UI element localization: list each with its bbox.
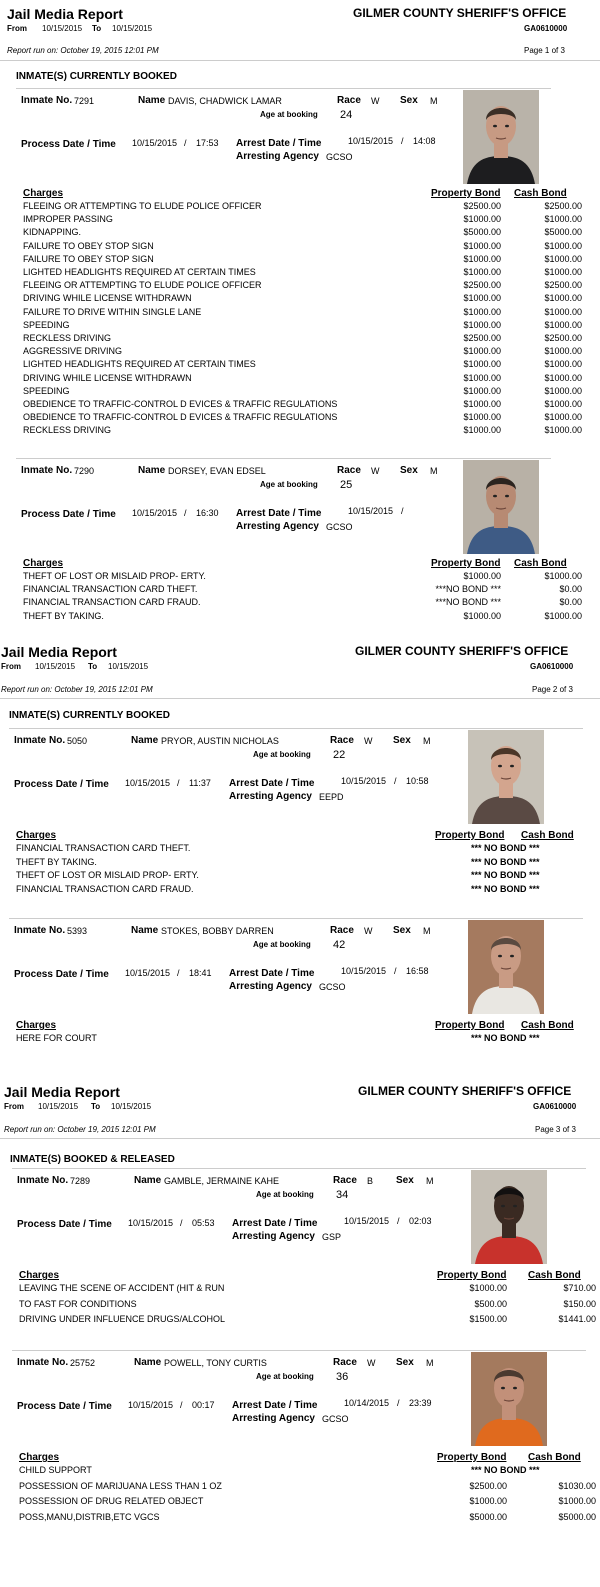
office-name: GILMER COUNTY SHERIFF'S OFFICE [358,1084,572,1098]
cash-bond-header: Cash Bond [521,830,574,841]
page-number: Page 2 of 3 [532,685,573,694]
property-bond-header: Property Bond [431,558,501,569]
slash: / [401,506,404,516]
charge-description: FAILURE TO DRIVE WITHIN SINGLE LANE [23,306,202,317]
property-bond-value: ***NO BOND *** [435,597,501,608]
cash-bond-value: $2500.00 [544,333,582,343]
process-time: 17:53 [196,138,219,148]
arresting-agency: GCSO [322,1414,349,1424]
arrest-label: Arrest Date / Time [229,778,315,789]
inmate-number: 7289 [70,1176,91,1186]
charge-description: DRIVING WHILE LICENSE WITHDRAWN [23,293,192,304]
process-date: 10/15/2015 [125,778,171,788]
race-label: Race [337,95,361,106]
from-label: From [1,662,21,671]
cash-bond-value: $1000.00 [544,425,582,436]
inmate-name: DORSEY, EVAN EDSEL [168,466,266,476]
from-date: 10/15/2015 [38,1102,79,1111]
divider [16,458,551,459]
inmate-record [0,920,600,1060]
slash: / [184,508,187,518]
agency-label: Arresting Agency [229,981,312,992]
charge-description: FAILURE TO OBEY STOP SIGN [23,253,154,264]
charge-description: POSSESSION OF MARIJUANA LESS THAN 1 OZ [19,1480,222,1491]
process-date: 10/15/2015 [132,138,178,148]
report-title: Jail Media Report [1,644,117,660]
mugshot-photo [471,1170,547,1264]
inmate-name: GAMBLE, JERMAINE KAHE [164,1176,280,1186]
inmate-number: 25752 [70,1358,96,1368]
property-bond-value: $2500.00 [469,1480,507,1491]
name-label: Name [134,1175,162,1186]
cash-bond-value: $1000.00 [558,1496,596,1506]
process-label: Process Date / Time [21,139,116,150]
property-bond-value: $5000.00 [469,1511,507,1522]
charge-description: POSS,MANU,DISTRIB,ETC VGCS [19,1511,160,1522]
to-label: To [88,662,98,671]
race-label: Race [333,1175,357,1186]
cash-bond-value: $1000.00 [544,372,582,383]
agency-label: Arresting Agency [236,521,319,532]
charge-description: FLEEING OR ATTEMPTING TO ELUDE POLICE OFFICER [23,201,262,211]
office-name: GILMER COUNTY SHERIFF'S OFFICE [353,6,567,20]
process-date: 10/15/2015 [125,968,171,978]
inmate-number: 7290 [74,466,95,476]
sex-value: M [426,1358,434,1368]
cash-bond-value: $1000.00 [544,240,582,251]
property-bond-header: Property Bond [435,830,505,841]
page-number: Page 3 of 3 [535,1125,576,1134]
slash: / [184,138,187,148]
no-bond-value: *** NO BOND *** [471,856,540,867]
inmate-name: DAVIS, CHADWICK LAMAR [168,96,282,106]
arrest-time: 10:58 [406,776,429,786]
property-bond-value: $1500.00 [469,1314,507,1324]
property-bond-header: Property Bond [437,1270,507,1281]
charge-description: HERE FOR COURT [16,1033,97,1043]
race-value: W [364,736,373,746]
run-on: Report run on: October 19, 2015 12:01 PM [4,1125,156,1134]
name-label: Name [138,95,166,106]
divider [0,1138,600,1139]
property-bond-value: $1000.00 [463,610,501,621]
no-bond-value: *** NO BOND *** [471,870,540,881]
cash-bond-value: $150.00 [563,1298,596,1309]
age-label: Age at booking [253,940,311,949]
cash-bond-value: $1000.00 [544,306,582,317]
charge-description: THEFT BY TAKING. [16,856,97,867]
no-bond-value: *** NO BOND *** [471,843,540,853]
sex-label: Sex [393,735,411,746]
office-name: GILMER COUNTY SHERIFF'S OFFICE [355,644,569,658]
divider [12,1168,586,1169]
report-page-2 [0,642,600,1082]
property-bond-value: $1000.00 [463,346,501,357]
charge-description: SPEEDING [23,319,70,330]
divider [0,60,600,61]
cash-bond-value: $1000.00 [544,385,582,396]
to-date: 10/15/2015 [111,1102,152,1111]
cash-bond-header: Cash Bond [514,558,567,569]
race-value: W [364,926,373,936]
cash-bond-value: $1000.00 [544,253,582,264]
from-date: 10/15/2015 [35,662,76,671]
charge-description: KIDNAPPING. [23,227,82,238]
mugshot-photo [463,90,539,184]
arrest-label: Arrest Date / Time [236,138,322,149]
slash: / [397,1216,400,1226]
run-on: Report run on: October 19, 2015 12:01 PM [1,685,153,694]
arrest-date: 10/15/2015 [341,776,387,786]
cash-bond-value: $710.00 [563,1283,596,1293]
inmate-no-label: Inmate No. [17,1175,69,1186]
charges-header: Charges [19,1270,60,1281]
agency-code: GA0610000 [530,662,574,671]
race-label: Race [330,735,354,746]
property-bond-header: Property Bond [435,1020,505,1031]
inmate-no-label: Inmate No. [14,925,66,936]
property-bond-value: $1000.00 [463,359,501,370]
property-bond-value: ***NO BOND *** [435,584,501,595]
no-bond-value: *** NO BOND *** [471,1033,540,1043]
charges-header: Charges [23,558,64,569]
cash-bond-value: $1000.00 [544,293,582,304]
charges-header: Charges [23,188,64,199]
property-bond-value: $1000.00 [463,372,501,383]
process-label: Process Date / Time [17,1219,112,1230]
charge-description: THEFT OF LOST OR MISLAID PROP- ERTY. [23,571,206,581]
section-heading: INMATE(S) CURRENTLY BOOKED [9,710,170,721]
property-bond-value: $2500.00 [463,280,501,291]
inmate-name: STOKES, BOBBY DARREN [161,926,274,936]
arrest-label: Arrest Date / Time [236,508,322,519]
charge-description: FINANCIAL TRANSACTION CARD FRAUD. [16,883,194,894]
cash-bond-header: Cash Bond [528,1270,581,1281]
property-bond-value: $2500.00 [463,333,501,343]
process-label: Process Date / Time [17,1401,112,1412]
sex-label: Sex [396,1357,414,1368]
arrest-label: Arrest Date / Time [229,968,315,979]
property-bond-value: $1000.00 [469,1496,507,1506]
report-title: Jail Media Report [7,6,123,22]
divider [16,88,551,89]
process-time: 18:41 [189,968,212,978]
mugshot-image [463,460,539,554]
inmate-number: 7291 [74,96,95,106]
charge-description: LIGHTED HEADLIGHTS REQUIRED AT CERTAIN TIMES [23,359,256,370]
agency-label: Arresting Agency [229,791,312,802]
property-bond-value: $1000.00 [463,214,501,225]
agency-code: GA0610000 [524,24,568,33]
arrest-date: 10/15/2015 [348,136,394,146]
process-label: Process Date / Time [14,969,109,980]
age-value: 36 [336,1371,349,1383]
arrest-label: Arrest Date / Time [232,1218,318,1229]
name-label: Name [131,925,159,936]
inmate-name: PRYOR, AUSTIN NICHOLAS [161,736,279,746]
property-bond-value: $1000.00 [469,1283,507,1293]
divider [0,698,600,699]
property-bond-value: $2500.00 [463,201,501,211]
arrest-date: 10/15/2015 [344,1216,390,1226]
arrest-time: 23:39 [409,1398,432,1408]
charge-description: FINANCIAL TRANSACTION CARD THEFT. [16,843,191,853]
charge-description: FINANCIAL TRANSACTION CARD FRAUD. [23,597,201,608]
no-bond-value: *** NO BOND *** [471,883,540,894]
process-date: 10/15/2015 [132,508,178,518]
sex-label: Sex [400,465,418,476]
to-label: To [91,1102,101,1111]
inmate-record [0,1352,600,1537]
inmate-record [0,460,600,630]
cash-bond-value: $1000.00 [544,571,582,581]
slash: / [394,966,397,976]
charge-description: DRIVING UNDER INFLUENCE DRUGS/ALCOHOL [19,1314,226,1324]
cash-bond-value: $1000.00 [544,359,582,370]
charge-description: FLEEING OR ATTEMPTING TO ELUDE POLICE OFFICER [23,280,262,291]
property-bond-value: $1000.00 [463,240,501,251]
inmate-record [0,1170,600,1340]
age-value: 22 [333,749,346,761]
divider [9,918,583,919]
mugshot-photo [463,460,539,554]
charges-header: Charges [19,1452,60,1463]
inmate-no-label: Inmate No. [14,735,66,746]
name-label: Name [138,465,166,476]
mugshot-photo [468,920,544,1014]
cash-bond-value: $1441.00 [558,1314,596,1324]
age-value: 42 [333,939,346,951]
sex-label: Sex [400,95,418,106]
to-date: 10/15/2015 [108,662,149,671]
sex-value: M [430,466,438,476]
arresting-agency: EEPD [319,792,344,802]
sex-value: M [426,1176,434,1186]
charge-description: OBEDIENCE TO TRAFFIC-CONTROL D EVICES & TRAFFIC REGULATIONS [23,412,338,423]
charge-description: RECKLESS DRIVING [23,333,112,343]
inmate-no-label: Inmate No. [21,465,73,476]
race-label: Race [333,1357,357,1368]
charge-description: FINANCIAL TRANSACTION CARD THEFT. [23,584,198,595]
slash: / [394,776,397,786]
divider [9,728,583,729]
race-label: Race [337,465,361,476]
age-label: Age at booking [260,110,318,119]
from-date: 10/15/2015 [42,24,83,33]
sex-label: Sex [396,1175,414,1186]
inmate-number: 5393 [67,926,88,936]
section-heading: INMATE(S) CURRENTLY BOOKED [16,71,177,82]
charges-header: Charges [16,1020,57,1031]
age-label: Age at booking [256,1372,314,1381]
property-bond-value: $5000.00 [463,227,501,238]
arresting-agency: GCSO [326,522,353,532]
arresting-agency: GSP [322,1232,342,1242]
arrest-date: 10/15/2015 [348,506,394,516]
charge-description: THEFT BY TAKING. [23,610,104,621]
property-bond-value: $1000.00 [463,425,501,436]
charges-header: Charges [16,830,57,841]
cash-bond-value: $5000.00 [544,227,582,238]
slash: / [401,136,404,146]
cash-bond-value: $1000.00 [544,214,582,225]
mugshot-image [468,730,544,824]
name-label: Name [131,735,159,746]
cash-bond-value: $1030.00 [558,1480,596,1491]
charge-description: SPEEDING [23,385,70,396]
cash-bond-value: $5000.00 [558,1511,596,1522]
report-page-3 [0,1082,600,1587]
age-label: Age at booking [253,750,311,759]
process-time: 05:53 [192,1218,215,1228]
slash: / [177,968,180,978]
property-bond-header: Property Bond [437,1452,507,1463]
charge-description: TO FAST FOR CONDITIONS [19,1298,137,1309]
mugshot-photo [468,730,544,824]
cash-bond-value: $2500.00 [544,201,582,211]
section-heading: INMATE(S) BOOKED & RELEASED [10,1154,175,1165]
property-bond-value: $1000.00 [463,253,501,264]
name-label: Name [134,1357,162,1368]
cash-bond-value: $1000.00 [544,267,582,277]
property-bond-value: $1000.00 [463,306,501,317]
race-label: Race [330,925,354,936]
arrest-time: 14:08 [413,136,436,146]
process-label: Process Date / Time [21,509,116,520]
race-value: W [371,96,380,106]
race-value: W [367,1358,376,1368]
divider [12,1350,586,1351]
cash-bond-value: $0.00 [559,584,582,595]
sex-value: M [430,96,438,106]
cash-bond-value: $1000.00 [544,399,582,409]
charge-description: DRIVING WHILE LICENSE WITHDRAWN [23,372,192,383]
cash-bond-value: $2500.00 [544,280,582,291]
arrest-label: Arrest Date / Time [232,1400,318,1411]
process-time: 16:30 [196,508,219,518]
arresting-agency: GCSO [326,152,353,162]
cash-bond-value: $1000.00 [544,346,582,357]
arresting-agency: GCSO [319,982,346,992]
charge-description: OBEDIENCE TO TRAFFIC-CONTROL D EVICES & TRAFFIC REGULATIONS [23,399,338,409]
sex-value: M [423,736,431,746]
process-date: 10/15/2015 [128,1400,174,1410]
arrest-time: 16:58 [406,966,429,976]
property-bond-value: $1000.00 [463,267,501,277]
from-label: From [4,1102,24,1111]
charge-description: AGGRESSIVE DRIVING [23,346,123,357]
age-label: Age at booking [256,1190,314,1199]
charge-description: RECKLESS DRIVING [23,425,112,436]
run-on: Report run on: October 19, 2015 12:01 PM [7,46,159,55]
mugshot-image [463,90,539,184]
arrest-time: 02:03 [409,1216,432,1226]
to-date: 10/15/2015 [112,24,153,33]
process-time: 00:17 [192,1400,215,1410]
mugshot-image [468,920,544,1014]
agency-label: Arresting Agency [232,1413,315,1424]
inmate-record [0,730,600,910]
cash-bond-header: Cash Bond [528,1452,581,1463]
inmate-no-label: Inmate No. [21,95,73,106]
process-time: 11:37 [189,778,211,788]
inmate-number: 5050 [67,736,88,746]
cash-bond-value: $0.00 [559,597,582,608]
report-title: Jail Media Report [4,1084,120,1100]
to-label: To [92,24,102,33]
agency-label: Arresting Agency [232,1231,315,1242]
mugshot-photo [471,1352,547,1446]
property-bond-value: $1000.00 [463,319,501,330]
agency-label: Arresting Agency [236,151,319,162]
cash-bond-header: Cash Bond [514,188,567,199]
slash: / [180,1400,183,1410]
property-bond-value: $1000.00 [463,571,501,581]
sex-label: Sex [393,925,411,936]
inmate-no-label: Inmate No. [17,1357,69,1368]
property-bond-value: $500.00 [474,1298,507,1309]
property-bond-value: $1000.00 [463,412,501,423]
page-number: Page 1 of 3 [524,46,565,55]
charge-description: LIGHTED HEADLIGHTS REQUIRED AT CERTAIN TIMES [23,267,256,277]
slash: / [397,1398,400,1408]
inmate-name: POWELL, TONY CURTIS [164,1358,267,1368]
charge-description: CHILD SUPPORT [19,1465,92,1475]
slash: / [180,1218,183,1228]
property-bond-value: $1000.00 [463,399,501,409]
age-value: 25 [340,479,353,491]
process-date: 10/15/2015 [128,1218,174,1228]
charge-description: LEAVING THE SCENE OF ACCIDENT (HIT & RUN [19,1283,225,1293]
age-value: 34 [336,1189,349,1201]
sex-value: M [423,926,431,936]
age-label: Age at booking [260,480,318,489]
charge-description: THEFT OF LOST OR MISLAID PROP- ERTY. [16,870,199,881]
report-page-1 [0,0,600,642]
charge-description: POSSESSION OF DRUG RELATED OBJECT [19,1496,204,1506]
process-label: Process Date / Time [14,779,109,790]
property-bond-header: Property Bond [431,188,501,199]
from-label: From [7,24,27,33]
inmate-record [0,90,600,450]
arrest-date: 10/14/2015 [344,1398,390,1408]
cash-bond-value: $1000.00 [544,319,582,330]
property-bond-value: $1000.00 [463,385,501,396]
cash-bond-value: $1000.00 [544,412,582,423]
mugshot-image [471,1352,547,1446]
no-bond-value: *** NO BOND *** [471,1465,540,1475]
race-value: B [367,1176,374,1186]
mugshot-image [471,1170,547,1264]
cash-bond-header: Cash Bond [521,1020,574,1031]
charge-description: IMPROPER PASSING [23,214,113,225]
property-bond-value: $1000.00 [463,293,501,304]
age-value: 24 [340,109,353,121]
slash: / [177,778,180,788]
arrest-date: 10/15/2015 [341,966,387,976]
race-value: W [371,466,380,476]
charge-description: FAILURE TO OBEY STOP SIGN [23,240,154,251]
cash-bond-value: $1000.00 [544,610,582,621]
agency-code: GA0610000 [533,1102,577,1111]
